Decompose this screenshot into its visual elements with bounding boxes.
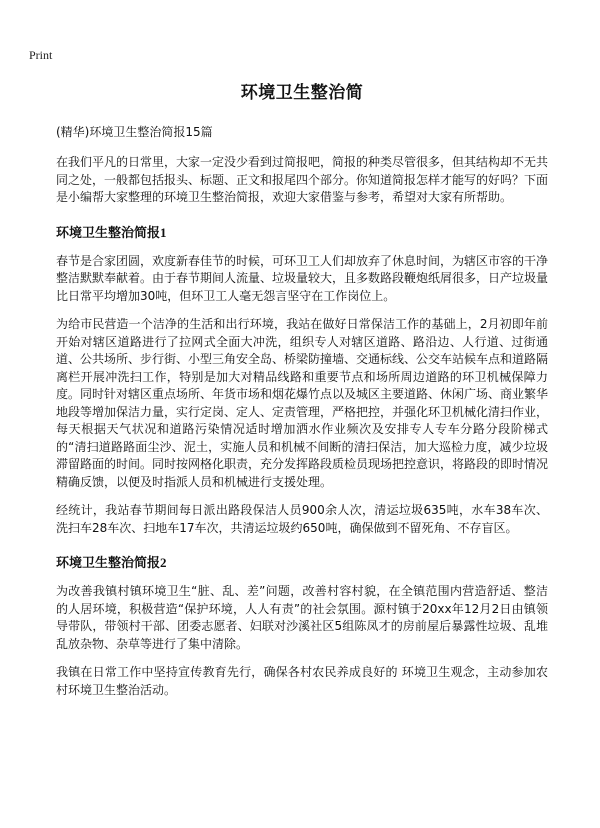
intro-paragraph: 在我们平凡的日常里，大家一定没少看到过简报吧，简报的种类尽管很多，但其结构却不无共同之处，一般都包括报头、标题、正文和报尾四个部分。你知道简报怎样才能写的好吗？下面是小编帮大家整理的环境卫生整治简报，欢迎大家借鉴与参考，希望对大家有所帮助。 xyxy=(56,155,549,204)
document-subtitle: (精华)环境卫生整治简报15篇 xyxy=(56,125,213,139)
section-2-paragraph-2: 我镇在日常工作中坚持宣传教育先行，确保各村农民养成良好的 环境卫生观念，主动参加农村环境卫生整治活动。 xyxy=(56,665,548,697)
section-2-paragraph-1: 为改善我镇村镇环境卫生“脏、乱、差”问题，改善村容村貌，在全镇范围内营造舒适、整洁的人居环境，积极营造“保护环境，人人有责”的社会氛围。源村镇于20xx年12月2日由镇领导带队，带领村干部、团委志愿者、妇联对沙溪社区5组陈凤才的房前屋后暴露性垃圾、乱堆乱放杂物、杂草等进行了集中清除。 xyxy=(56,584,548,651)
document-page xyxy=(56,78,548,710)
print-link[interactable]: Print xyxy=(29,48,53,62)
section-1-paragraph-3: 经统计，我站春节期间每日派出路段保洁人员900余人次，清运垃圾635吨，水车38车次、洗扫车28车次、扫地车17车次，共清运垃圾约650吨，确保做到不留死角、不存盲区。 xyxy=(56,503,548,535)
section-1-paragraph-1: 春节是合家团圆，欢度新春佳节的时候，可环卫工人们却放弃了休息时间，为辖区市容的干净整洁默默奉献着。由于春节期间人流量、垃圾量较大，且多数路段鞭炮纸屑很多，日产垃圾量比日常平均增加30吨，但环卫工人毫无怨言坚守在工作岗位上。 xyxy=(56,253,549,303)
section-heading-2: 环境卫生整治简报2 xyxy=(56,555,167,570)
section-1-paragraph-2: 为给市民营造一个洁净的生活和出行环境，我站在做好日常保洁工作的基础上，2月初即年前开始对辖区道路进行了拉网式全面大冲洗，组织专人对辖区道路、路沿边、人行道、过街通道、公共场所、步行街、小型三角安全岛、桥梁防撞墙、交通标线、公交车站候车点和道路隔离栏开展冲洗扫工作，特别是加大对精品线路和重要节点和场所周边道路的环卫机械保障力度。同时针对辖区重点场所、年货市场和烟花爆竹点以及城区主要道路、休闲广场、商业繁华地段等增加保洁力量，实行定岗、定人、定责管理，严格把控，并强化环卫机械化清扫作业，每天根据天气状况和道路污染情况适时增加洒水作业频次及安排专人专车分路分段阶梯式的“清扫道路路面尘沙、泥土，实施人员和机械不间断的清扫保洁，加大巡检力度，减少垃圾滞留路面的时间。同时按网格化职责，充分发挥路段质检员现场把控意识，将路段的即时情况精确反馈，以便及时指派人员和机械进行支援处理。 xyxy=(56,317,549,489)
section-heading-1: 环境卫生整治简报1 xyxy=(56,224,167,240)
document-title: 环境卫生整治简 xyxy=(240,83,364,103)
